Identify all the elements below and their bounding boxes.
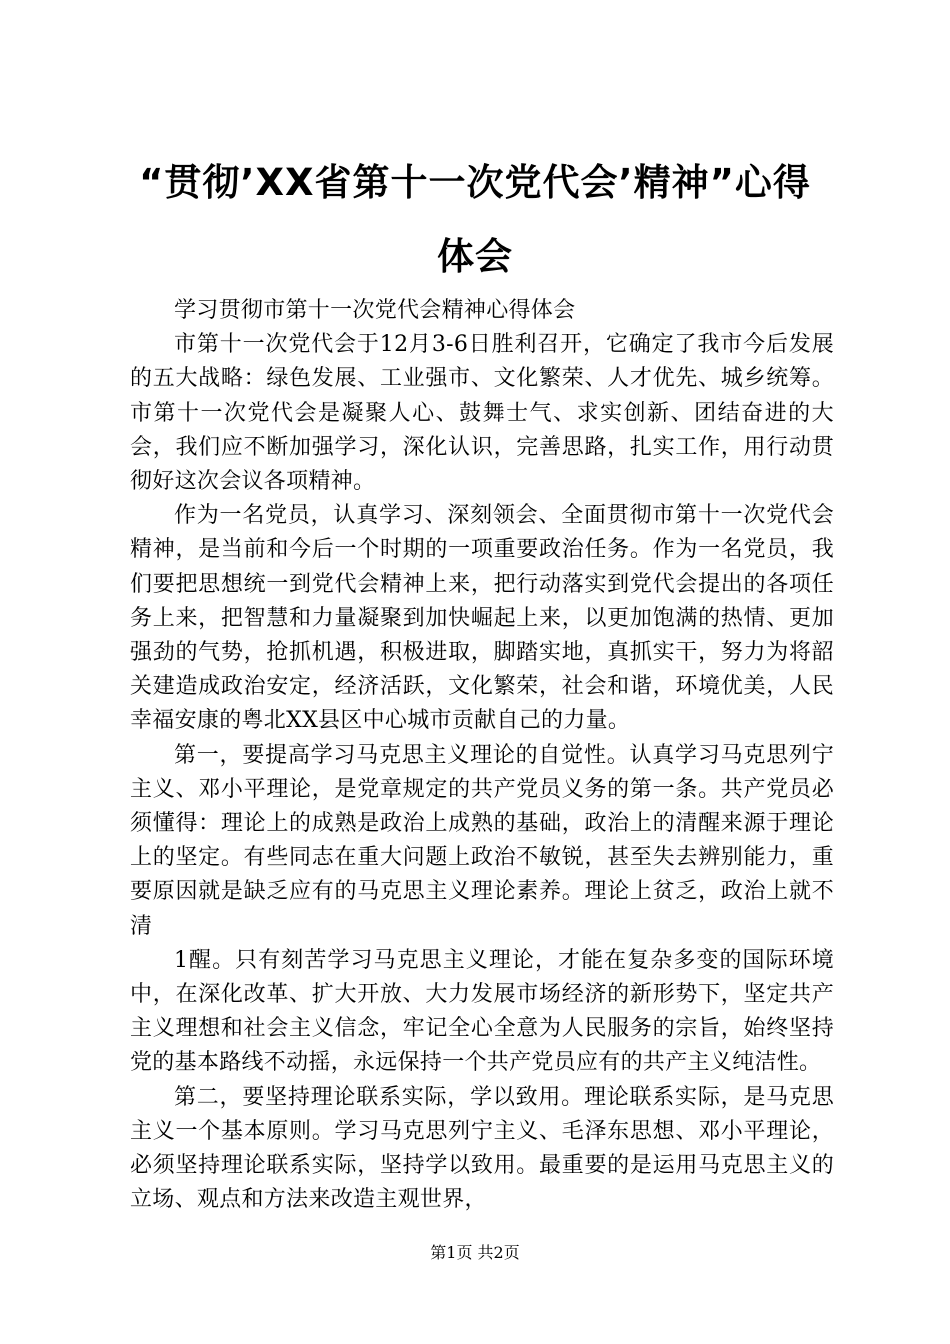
body-paragraph: 作为一名党员，认真学习、深刻领会、全面贯彻市第十一次党代会精神，是当前和今后一个时期的一项重要政治任务。作为一名党员，我们要把思想统一到党代会精神上来，把行动落实到党代会提出的各项任务上来，把智慧和力量凝聚到加快崛起上来，以更加饱满的热情、更加强劲的气势，抢抓机遇，积极进取，脚踏实地，真抓实干，努力为将韶关建造成政治安定，经济活跃，文化繁荣，社会和谐，环境优美，人民幸福安康的粤北XX县区中心城市贡献自己的力量。 — [130, 503, 834, 734]
body-paragraph: 1醒。只有刻苦学习马克思主义理论，才能在复杂多变的国际环境中，在深化改革、扩大开放、大力发展市场经济的新形势下，坚定共产主义理想和社会主义信念，牢记全心全意为人民服务的宗旨，始终坚持党的基本路线不动摇，永远保持一个共产党员应有的共产主义纯洁性。 — [130, 947, 834, 1076]
title-line-1: “贯彻’XX省第十一次党代会’精神”心得 — [139, 161, 811, 204]
body-paragraph: 第二，要坚持理论联系实际，学以致用。理论联系实际，是马克思主义一个基本原则。学习马克思列宁主义、毛泽东思想、邓小平理论，必须坚持理论联系实际，坚持学以致用。最重要的是运用马克思主义的立场、观点和方法来改造主观世界， — [130, 1084, 834, 1213]
document-body — [130, 294, 834, 1217]
body-paragraph: 第一，要提高学习马克思主义理论的自觉性。认真学习马克思列宁主义、邓小平理论，是党章规定的共产党员义务的第一条。共产党员必须懂得：理论上的成熟是政治上成熟的基础，政治上的清醒来源于理论上的坚定。有些同志在重大问题上政治不敏锐，甚至失去辨别能力，重要原因就是缺乏应有的马克思主义理论素养。理论上贫乏，政治上就不清 — [130, 742, 834, 939]
page-footer: 第1页 共2页 — [430, 1243, 520, 1262]
document-title — [110, 146, 840, 294]
subtitle-paragraph: 学习贯彻市第十一次党代会精神心得体会 — [174, 298, 576, 323]
body-paragraph: 市第十一次党代会于12月3-6日胜利召开，它确定了我市今后发展的五大战略：绿色发展、工业强市、文化繁荣、人才优先、城乡统筹。市第十一次党代会是凝聚人心、鼓舞士气、求实创新、团结奋进的大会，我们应不断加强学习，深化认识，完善思路，扎实工作，用行动贯彻好这次会议各项精神。 — [130, 332, 834, 495]
title-line-2: 体会 — [437, 235, 513, 278]
